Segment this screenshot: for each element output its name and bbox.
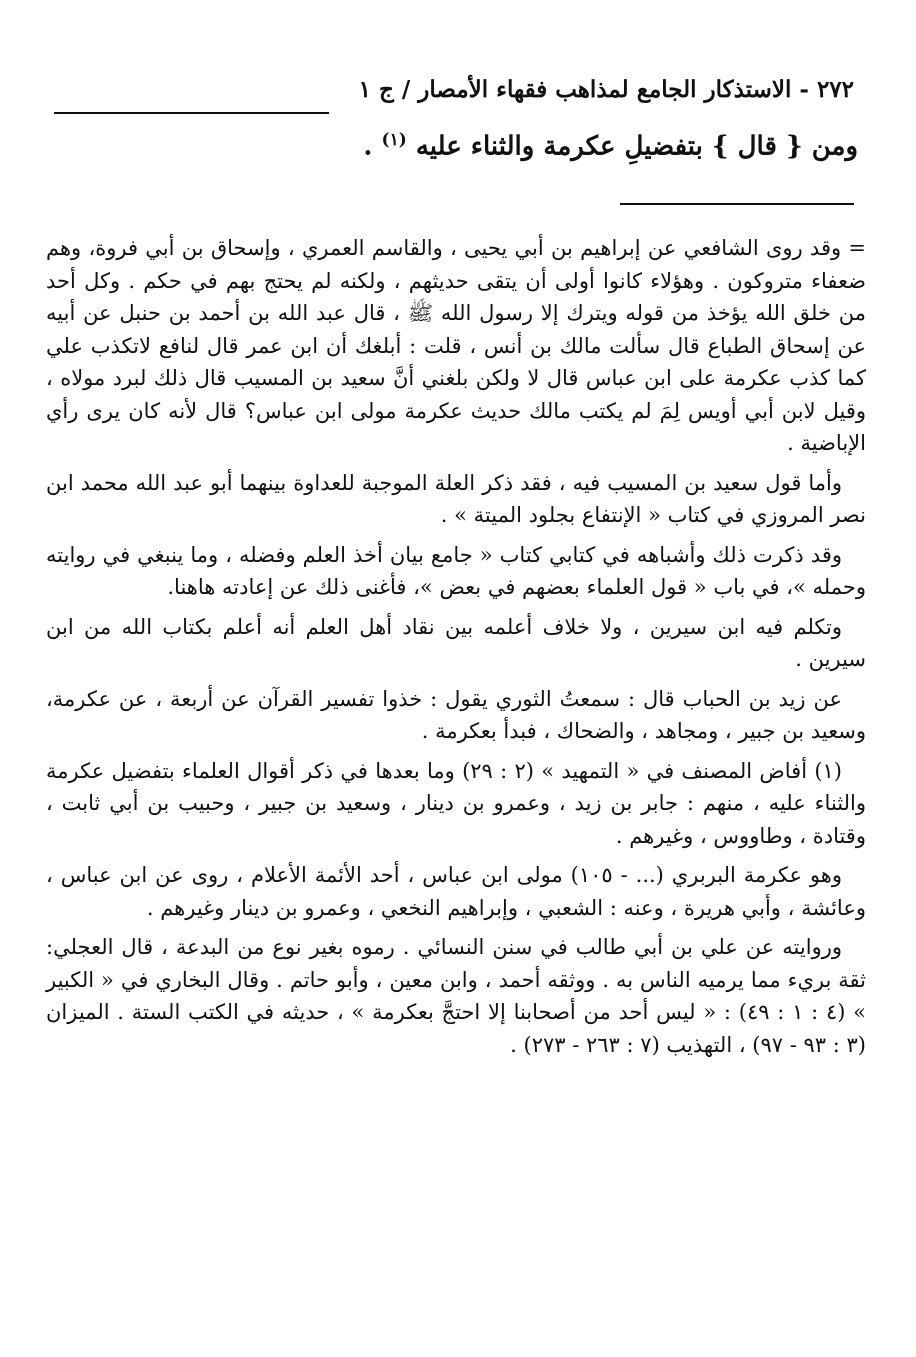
footnote-paragraph: وقد ذكرت ذلك وأشباهه في كتابي كتاب « جامع بيان أخذ العلم وفضله ، وما ينبغي في روايته وحمله »، في باب « قول العلماء بعضهم في بعض »، فأغنى ذلك عن إعادته هاهنا.	[46, 542, 866, 599]
footnote-paragraph: وتكلم فيه ابن سيرين ، ولا خلاف أعلمه بين نقاد أهل العلم أنه أعلم بكتاب الله من ابن سيرين .	[46, 614, 866, 671]
footnote-separator	[620, 203, 854, 205]
footnote-paragraph: = وقد روى الشافعي عن إبراهيم بن أبي يحيى ، والقاسم العمري ، وإسحاق بن أبي فروة، وهم ضعفاء متروكون . وهؤلاء كانوا أولى أن يتقى حديثهم ، ولكنه لم يحتج بهم في حكم . وكل أحد من خلق الله يؤخذ من قوله ويترك إلا رسول الله ﷺ ، قال عبد الله بن أحمد بن حنبل عن أبيه عن إسحاق الطباع قال سألت مالك بن أنس ، قلت : أبلغك أن ابن عمر قال لنافع لاتكذب علي كما كذب عكرمة على ابن عباس قال لا ولكن بلغني أنَّ سعيد بن المسيب قال ذلك لبرد مولاه ، وقيل لابن أبي أويس لِمَ لم يكتب مالك حديث عكرمة مولى ابن عباس؟ قال لأنه كان يرى رأي الإباضية .	[46, 236, 866, 455]
footnote-ref: (١)	[381, 130, 407, 150]
intro-line	[58, 130, 858, 162]
footnote-paragraph: وأما قول سعيد بن المسيب فيه ، فقد ذكر العلة الموجبة للعداوة بينهما أبو عبد الله محمد ابن نصر المروزي في كتاب « الإنتفاع بجلود الميتة » .	[46, 470, 866, 527]
footnote-paragraph: وروايته عن علي بن أبي طالب في سنن النسائي . رموه بغير نوع من البدعة ، قال العجلي: ثقة بريء مما يرميه الناس به . ووثقه أحمد ، وابن معين ، وأبو حاتم . وقال البخاري في « الكبير » (٤ : ١ : ٤٩) : « ليس أحد من أصحابنا إلا احتجَّ بعكرمة » ، حديثه في الكتب الستة . الميزان (٣ : ٩٣ - ٩٧) ، التهذيب (٧ : ٢٦٣ - ٢٧٣) .	[46, 935, 867, 1057]
intro-end: .	[363, 131, 373, 162]
header-title: ٢٧٢ - الاستذكار الجامع لمذاهب فقهاء الأمصار / ج ١	[358, 76, 854, 103]
running-header	[54, 76, 854, 120]
header-rule	[54, 112, 329, 114]
intro-text: ومن { قال } بتفضيلِ عكرمة والثناء عليه	[415, 131, 858, 162]
footnote-paragraph: عن زيد بن الحباب قال : سمعتُ الثوري يقول : خذوا تفسير القرآن عن أربعة ، عن عكرمة، وسعيد بن جبير ، ومجاهد ، والضحاك ، فبدأ بعكرمة .	[46, 686, 866, 743]
footnote-paragraph: وهو عكرمة البربري (... - ١٠٥) مولى ابن عباس ، أحد الأئمة الأعلام ، روى عن ابن عباس ، وعائشة ، وأبي هريرة ، وعنه : الشعبي ، وإبراهيم النخعي ، وعمرو بن دينار وغيرهم .	[46, 863, 866, 920]
footnotes-section	[46, 232, 866, 1068]
footnote-paragraph: (١) أفاض المصنف في « التمهيد » (٢ : ٢٩) وما بعدها في ذكر أقوال العلماء بتفضيل عكرمة والثناء عليه ، منهم : جابر بن زيد ، وعمرو بن دينار ، وسعيد بن جبير ، وحبيب بن أبي ثابت ، وقتادة ، وطاووس ، وغيرهم .	[46, 758, 866, 848]
